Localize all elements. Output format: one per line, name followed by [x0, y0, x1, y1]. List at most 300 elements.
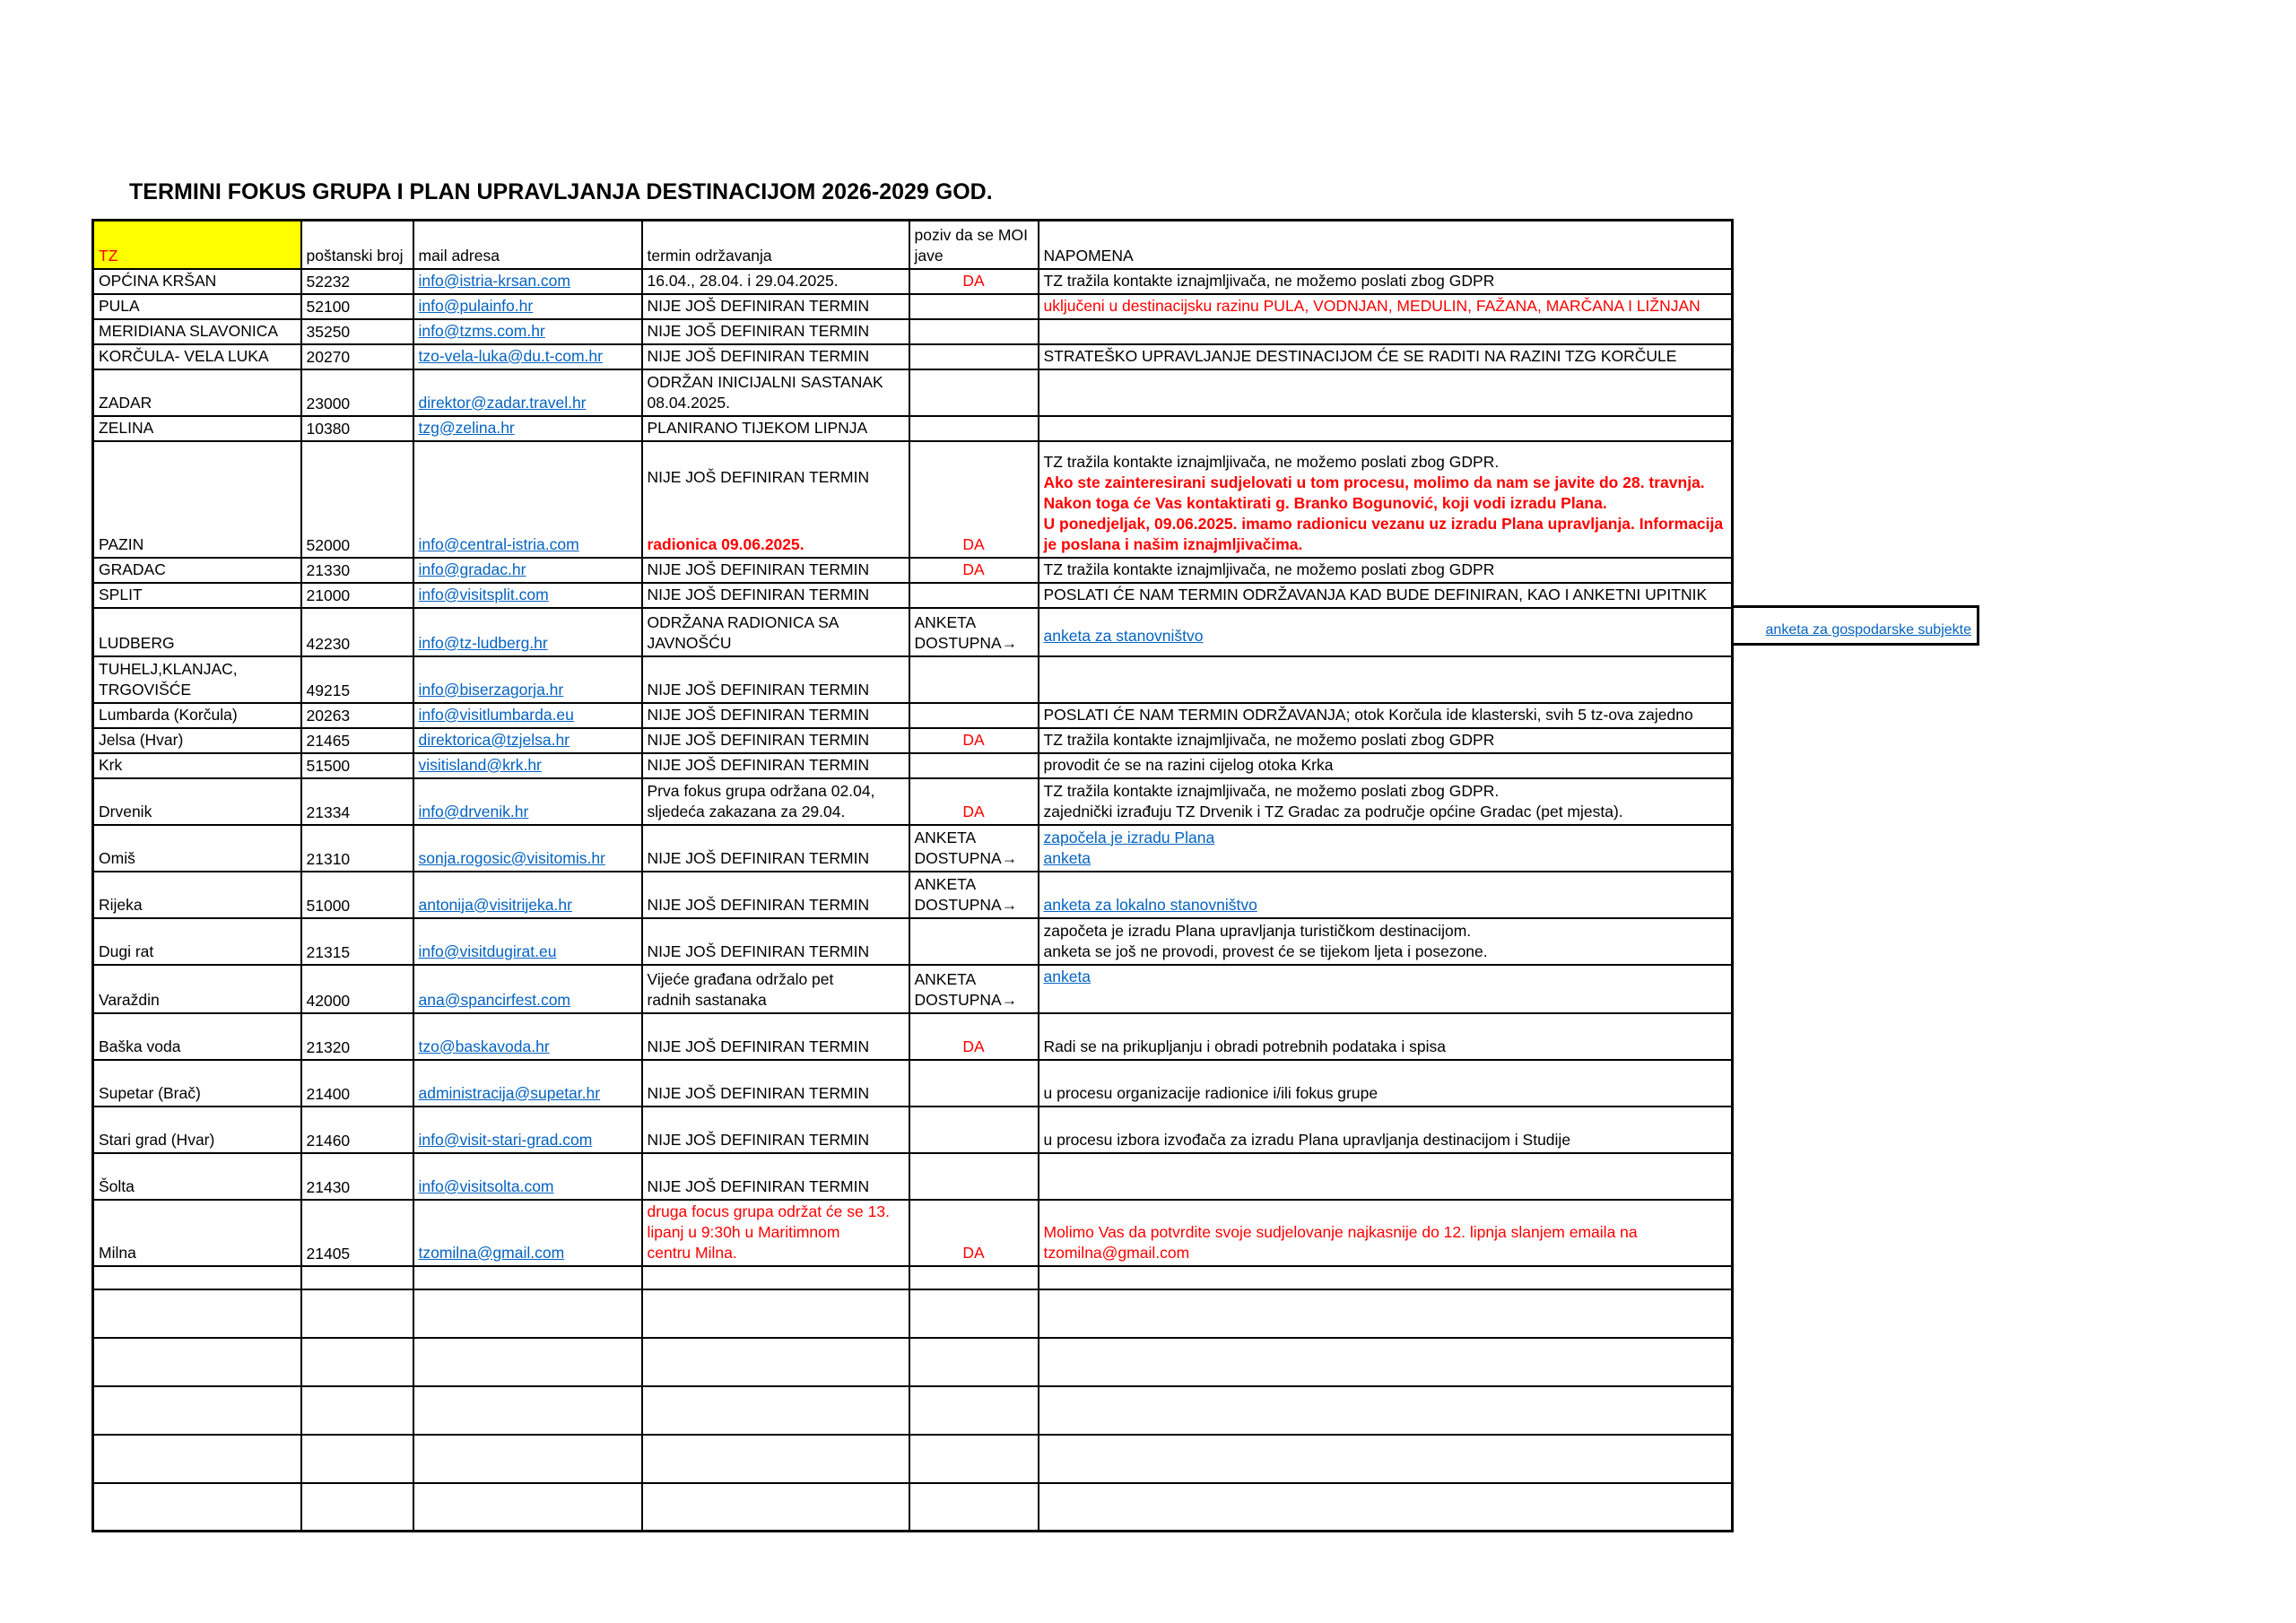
cell-termin	[642, 1338, 909, 1386]
cell-termin	[642, 319, 909, 344]
cell-text: Molimo Vas da potvrdite svoje sudjelovanje najkasnije do 12. lipnja slanjem emaila na	[1043, 1222, 1638, 1241]
cell-text: DA	[962, 1243, 985, 1262]
col-header-poziv: poziv da se MOI jave	[909, 221, 1039, 269]
napomena-link[interactable]: anketa	[1043, 848, 1091, 867]
cell-postal-code	[301, 1266, 413, 1289]
mail-link[interactable]: info@gradac.hr	[418, 560, 526, 578]
cell-postal-code: 20270	[301, 344, 413, 369]
table-row	[93, 1107, 1733, 1153]
cell-postal-code: 21405	[301, 1200, 413, 1266]
cell-termin	[642, 825, 909, 872]
cell-text: Prva fokus grupa održana 02.04,	[647, 781, 875, 800]
cell-text: U ponedjeljak, 09.06.2025. imamo radionicu vezanu uz izradu Plana upravljanja. Informacija	[1043, 514, 1724, 533]
cell-text: NIJE JOŠ DEFINIRAN TERMIN	[647, 755, 870, 774]
table-row	[93, 558, 1733, 583]
cell-postal-code: 52100	[301, 294, 413, 319]
cell-poziv	[909, 583, 1039, 608]
cell-termin	[642, 703, 909, 728]
cell-termin	[642, 558, 909, 583]
cell-mail	[413, 1153, 642, 1200]
cell-text: uključeni u destinacijsku razinu PULA, VODNJAN, MEDULIN, FAŽANA, MARČANA I LIŽNJAN	[1043, 296, 1700, 315]
cell-tz	[93, 608, 301, 656]
table-row	[93, 608, 1733, 656]
cell-postal-code: 21315	[301, 918, 413, 965]
cell-napomena	[1039, 558, 1733, 583]
cell-postal-code: 35250	[301, 319, 413, 344]
cell-termin	[642, 1153, 909, 1200]
cell-termin	[642, 1107, 909, 1153]
cell-mail	[413, 1107, 642, 1153]
cell-mail	[413, 1435, 642, 1483]
cell-text: NIJE JOŠ DEFINIRAN TERMIN	[647, 705, 870, 724]
cell-tz	[93, 416, 301, 441]
table-row	[93, 656, 1733, 703]
cell-tz	[93, 558, 301, 583]
napomena-link[interactable]: započela je izradu Plana	[1043, 828, 1215, 846]
cell-text: POSLATI ĆE NAM TERMIN ODRŽAVANJA; otok Korčula ide klasterski, svih 5 tz-ova zajedno	[1043, 705, 1693, 724]
tz-name: OPĆINA KRŠAN	[99, 271, 217, 290]
cell-napomena	[1039, 269, 1733, 294]
cell-text: NIJE JOŠ DEFINIRAN TERMIN	[647, 680, 870, 699]
cell-poziv	[909, 656, 1039, 703]
cell-poziv	[909, 1107, 1039, 1153]
tz-name: KORČULA- VELA LUKA	[99, 346, 269, 365]
cell-napomena	[1039, 918, 1733, 965]
cell-mail	[413, 825, 642, 872]
mail-link[interactable]: administracija@supetar.hr	[418, 1083, 601, 1102]
cell-napomena	[1039, 1013, 1733, 1060]
mail-link[interactable]: visitisland@krk.hr	[418, 755, 542, 774]
cell-mail	[413, 753, 642, 778]
mail-link[interactable]: tzg@zelina.hr	[418, 418, 515, 437]
cell-text: zajednički izrađuju TZ Drvenik i TZ Gradac za područje općine Gradac (pet mjesta).	[1043, 802, 1623, 820]
cell-text: DA	[962, 560, 985, 578]
cell-postal-code: 23000	[301, 369, 413, 416]
cell-text: Ako ste zainteresirani sudjelovati u tom procesu, molimo da nam se javite do 28. travnja.	[1043, 473, 1705, 491]
table-row	[93, 369, 1733, 416]
cell-text: TZ tražila kontakte iznajmljivača, ne možemo poslati zbog GDPR.	[1043, 781, 1500, 800]
tz-name: Dugi rat	[99, 942, 154, 960]
cell-text: NIJE JOŠ DEFINIRAN TERMIN	[647, 346, 870, 365]
cell-tz	[93, 825, 301, 872]
napomena-link[interactable]: anketa za gospodarske subjekte	[1765, 622, 1971, 638]
cell-tz	[93, 583, 301, 608]
cell-mail	[413, 608, 642, 656]
tz-name: Omiš	[99, 848, 135, 867]
cell-text: provodit će se na razini cijelog otoka Krka	[1043, 755, 1334, 774]
cell-mail	[413, 319, 642, 344]
cell-mail	[413, 558, 642, 583]
cell-poziv	[909, 1266, 1039, 1289]
mail-link[interactable]: tzomilna@gmail.com	[418, 1243, 565, 1262]
cell-postal-code: 42000	[301, 965, 413, 1013]
cell-text: NIJE JOŠ DEFINIRAN TERMIN	[647, 321, 870, 340]
cell-postal-code: 21320	[301, 1013, 413, 1060]
cell-tz	[93, 1200, 301, 1266]
cell-text: NIJE JOŠ DEFINIRAN TERMIN	[647, 942, 870, 960]
cell-poziv	[909, 703, 1039, 728]
cell-tz	[93, 441, 301, 558]
cell-mail	[413, 1338, 642, 1386]
cell-tz	[93, 369, 301, 416]
cell-napomena	[1039, 416, 1733, 441]
cell-mail	[413, 1266, 642, 1289]
cell-poziv	[909, 1338, 1039, 1386]
cell-mail	[413, 1483, 642, 1532]
cell-termin	[642, 778, 909, 825]
cell-napomena	[1039, 294, 1733, 319]
cell-postal-code: 21334	[301, 778, 413, 825]
col-header-napomena: NAPOMENA	[1039, 221, 1733, 269]
cell-poziv	[909, 269, 1039, 294]
empty-table-row	[93, 1386, 1733, 1435]
focus-group-table-wrap	[91, 219, 1971, 1532]
cell-tz	[93, 1013, 301, 1060]
cell-mail	[413, 1200, 642, 1266]
cell-mail	[413, 294, 642, 319]
cell-tz	[93, 1289, 301, 1338]
mail-link[interactable]: info@central-istria.com	[418, 534, 579, 553]
cell-text: započeta je izradu Plana upravljanja turističkom destinacijom.	[1043, 921, 1472, 940]
mail-link[interactable]: info@drvenik.hr	[418, 802, 529, 820]
cell-mail	[413, 656, 642, 703]
napomena-link[interactable]: anketa	[1043, 967, 1091, 985]
cell-mail	[413, 703, 642, 728]
cell-text: NIJE JOŠ DEFINIRAN TERMIN	[647, 585, 870, 603]
cell-postal-code: 51000	[301, 872, 413, 918]
cell-postal-code	[301, 1483, 413, 1532]
cell-napomena	[1039, 778, 1733, 825]
cell-postal-code: 52232	[301, 269, 413, 294]
cell-postal-code	[301, 1435, 413, 1483]
cell-napomena	[1039, 1338, 1733, 1386]
cell-poziv	[909, 1060, 1039, 1107]
table-row	[93, 441, 1733, 558]
cell-napomena	[1039, 1153, 1733, 1200]
mail-link[interactable]: info@visitlumbarda.eu	[418, 705, 574, 724]
cell-postal-code: 21465	[301, 728, 413, 753]
tz-name: PAZIN	[99, 534, 144, 553]
cell-mail	[413, 369, 642, 416]
cell-postal-code: 51500	[301, 753, 413, 778]
cell-text: ANKETA DOSTUPNA→	[914, 969, 1018, 1009]
cell-text: druga focus grupa održat će se 13.	[647, 1202, 890, 1220]
cell-postal-code	[301, 1289, 413, 1338]
cell-postal-code: 49215	[301, 656, 413, 703]
cell-text: u procesu izbora izvođača za izradu Plana upravljanja destinacijom i Studije	[1043, 1130, 1571, 1149]
cell-text: NIJE JOŠ DEFINIRAN TERMIN	[647, 560, 870, 578]
cell-tz	[93, 1338, 301, 1386]
table-row	[93, 918, 1733, 965]
cell-text: tzomilna@gmail.com	[1043, 1243, 1190, 1262]
cell-poziv	[909, 753, 1039, 778]
cell-termin	[642, 441, 909, 558]
cell-postal-code	[301, 1386, 413, 1435]
tz-name: TUHELJ,KLANJAC,	[99, 659, 238, 678]
cell-postal-code	[301, 1338, 413, 1386]
cell-text: TZ tražila kontakte iznajmljivača, ne možemo poslati zbog GDPR	[1043, 560, 1495, 578]
tz-name: Stari grad (Hvar)	[99, 1130, 215, 1149]
cell-napomena	[1039, 728, 1733, 753]
cell-postal-code: 10380	[301, 416, 413, 441]
cell-napomena	[1039, 965, 1733, 1013]
tz-name: TRGOVIŠĆE	[99, 680, 192, 699]
table-row	[93, 872, 1733, 918]
mail-link[interactable]: direktorica@tzjelsa.hr	[418, 730, 570, 749]
mail-link[interactable]: info@tz-ludberg.hr	[418, 633, 548, 652]
cell-mail	[413, 416, 642, 441]
cell-mail	[413, 965, 642, 1013]
cell-termin	[642, 1386, 909, 1435]
mail-link[interactable]: info@visit-stari-grad.com	[418, 1130, 593, 1149]
cell-termin	[642, 608, 909, 656]
cell-termin	[642, 728, 909, 753]
tz-name: Milna	[99, 1243, 136, 1262]
cell-text: STRATEŠKO UPRAVLJANJE DESTINACIJOM ĆE SE RADITI NA RAZINI TZG KORČULE	[1043, 346, 1677, 365]
cell-poziv	[909, 1483, 1039, 1532]
header-row	[93, 221, 1733, 269]
cell-mail	[413, 1289, 642, 1338]
mail-link[interactable]: info@tzms.com.hr	[418, 321, 545, 340]
empty-table-row	[93, 1435, 1733, 1483]
cell-tz	[93, 1386, 301, 1435]
cell-termin	[642, 269, 909, 294]
cell-mail	[413, 269, 642, 294]
cell-text: DA	[962, 730, 985, 749]
mail-link[interactable]: ana@spancirfest.com	[418, 990, 571, 1009]
cell-tz	[93, 872, 301, 918]
tz-name: LUDBERG	[99, 633, 175, 652]
table-row	[93, 778, 1733, 825]
cell-tz	[93, 294, 301, 319]
cell-postal-code: 42230	[301, 608, 413, 656]
cell-tz	[93, 1107, 301, 1153]
cell-napomena	[1039, 1266, 1733, 1289]
mail-link[interactable]: sonja.rogosic@visitomis.hr	[418, 848, 605, 867]
mail-link[interactable]: info@visitdugirat.eu	[418, 942, 557, 960]
cell-text: u procesu organizacije radionice i/ili fokus grupe	[1043, 1083, 1378, 1102]
cell-termin	[642, 1060, 909, 1107]
cell-tz	[93, 918, 301, 965]
mail-link[interactable]: info@visitsplit.com	[418, 585, 549, 603]
cell-text: sljedeća zakazana za 29.04.	[647, 802, 846, 820]
mail-link[interactable]: info@visitsolta.com	[418, 1176, 554, 1195]
col-header-mail: mail adresa	[413, 221, 642, 269]
cell-poziv	[909, 294, 1039, 319]
cell-poziv	[909, 319, 1039, 344]
cell-poziv	[909, 441, 1039, 558]
page-title: TERMINI FOKUS GRUPA I PLAN UPRAVLJANJA DESTINACIJOM 2026-2029 GOD.	[129, 179, 993, 204]
cell-tz	[93, 753, 301, 778]
cell-tz	[93, 319, 301, 344]
mail-link[interactable]: info@pulainfo.hr	[418, 296, 534, 315]
col-header-tz: TZ	[93, 221, 301, 269]
cell-postal-code: 21330	[301, 558, 413, 583]
overflow-cell	[1731, 605, 1979, 646]
table-row	[93, 703, 1733, 728]
cell-text: centru Milna.	[647, 1243, 737, 1262]
cell-termin	[642, 1483, 909, 1532]
cell-termin	[642, 656, 909, 703]
cell-napomena	[1039, 344, 1733, 369]
cell-text: NIJE JOŠ DEFINIRAN TERMIN	[647, 1037, 870, 1055]
cell-mail	[413, 728, 642, 753]
cell-text: lipanj u 9:30h u Maritimnom	[647, 1222, 840, 1241]
cell-termin	[642, 416, 909, 441]
cell-tz	[93, 1153, 301, 1200]
cell-poziv	[909, 369, 1039, 416]
cell-poziv	[909, 728, 1039, 753]
cell-termin	[642, 583, 909, 608]
cell-postal-code: 21400	[301, 1060, 413, 1107]
table-row	[93, 1200, 1733, 1266]
table-row	[93, 1060, 1733, 1107]
cell-text: DA	[962, 271, 985, 290]
cell-poziv	[909, 344, 1039, 369]
cell-poziv	[909, 872, 1039, 918]
cell-text: radnih sastanaka	[647, 990, 767, 1009]
cell-termin	[642, 1435, 909, 1483]
cell-napomena	[1039, 319, 1733, 344]
cell-postal-code: 21430	[301, 1153, 413, 1200]
cell-mail	[413, 441, 642, 558]
cell-tz	[93, 344, 301, 369]
cell-text: radionica 09.06.2025.	[647, 534, 804, 553]
tz-name: PULA	[99, 296, 140, 315]
cell-mail	[413, 1013, 642, 1060]
cell-text: NIJE JOŠ DEFINIRAN TERMIN	[647, 848, 870, 867]
napomena-link[interactable]: anketa za stanovništvo	[1043, 626, 1204, 645]
empty-table-row	[93, 1289, 1733, 1338]
mail-link[interactable]: antonija@visitrijeka.hr	[418, 895, 572, 914]
cell-text: ANKETA DOSTUPNA→	[914, 874, 1018, 914]
table-row	[93, 583, 1733, 608]
cell-termin	[642, 1289, 909, 1338]
cell-tz	[93, 1435, 301, 1483]
cell-text: TZ tražila kontakte iznajmljivača, ne možemo poslati zbog GDPR.	[1043, 452, 1500, 471]
cell-tz	[93, 269, 301, 294]
table-row	[93, 344, 1733, 369]
cell-text: 16.04., 28.04. i 29.04.2025.	[647, 271, 839, 290]
cell-napomena	[1039, 825, 1733, 872]
tz-name: ZADAR	[99, 393, 152, 412]
mail-link[interactable]: direktor@zadar.travel.hr	[418, 393, 587, 412]
cell-text: POSLATI ĆE NAM TERMIN ODRŽAVANJA KAD BUDE DEFINIRAN, KAO I ANKETNI UPITNIK	[1043, 585, 1708, 603]
table-row	[93, 319, 1733, 344]
cell-text: PLANIRANO TIJEKOM LIPNJA	[647, 418, 868, 437]
focus-group-table	[91, 219, 1734, 1532]
cell-termin	[642, 294, 909, 319]
cell-text: Nakon toga će Vas kontaktirati g. Branko Bogunović, koji vodi izradu Plana.	[1043, 493, 1607, 512]
table-row	[93, 753, 1733, 778]
cell-text: NIJE JOŠ DEFINIRAN TERMIN	[647, 296, 870, 315]
cell-mail	[413, 778, 642, 825]
empty-table-row	[93, 1338, 1733, 1386]
table-row	[93, 1013, 1733, 1060]
cell-text: NIJE JOŠ DEFINIRAN TERMIN	[647, 1176, 870, 1195]
cell-text: TZ tražila kontakte iznajmljivača, ne možemo poslati zbog GDPR	[1043, 730, 1495, 749]
tz-name: Rijeka	[99, 895, 143, 914]
cell-napomena	[1039, 1483, 1733, 1532]
cell-tz	[93, 656, 301, 703]
table-row	[93, 294, 1733, 319]
cell-tz	[93, 965, 301, 1013]
cell-mail	[413, 344, 642, 369]
cell-text: 08.04.2025.	[647, 393, 730, 412]
tz-name: Šolta	[99, 1176, 135, 1195]
cell-napomena	[1039, 608, 1733, 656]
tz-name: Drvenik	[99, 802, 152, 820]
cell-termin	[642, 965, 909, 1013]
cell-postal-code: 20263	[301, 703, 413, 728]
tz-name: Jelsa (Hvar)	[99, 730, 184, 749]
cell-text: je poslana i našim iznajmljivačima.	[1043, 534, 1303, 553]
cell-termin	[642, 344, 909, 369]
mail-link[interactable]: tzo-vela-luka@du.t-com.hr	[418, 346, 603, 365]
cell-postal-code: 21460	[301, 1107, 413, 1153]
cell-napomena	[1039, 583, 1733, 608]
table-row	[93, 416, 1733, 441]
cell-napomena	[1039, 1200, 1733, 1266]
cell-mail	[413, 583, 642, 608]
cell-text: ODRŽANA RADIONICA SA	[647, 612, 839, 631]
cell-poziv	[909, 825, 1039, 872]
cell-tz	[93, 778, 301, 825]
tz-name: GRADAC	[99, 560, 166, 578]
cell-text: ODRŽAN INICIJALNI SASTANAK	[647, 372, 883, 391]
cell-tz	[93, 1483, 301, 1532]
cell-napomena	[1039, 1386, 1733, 1435]
cell-poziv	[909, 1289, 1039, 1338]
cell-mail	[413, 1386, 642, 1435]
cell-text: NIJE JOŠ DEFINIRAN TERMIN	[647, 1083, 870, 1102]
cell-mail	[413, 1060, 642, 1107]
cell-termin	[642, 1266, 909, 1289]
cell-poziv	[909, 1435, 1039, 1483]
cell-text: anketa se još ne provodi, provest će se tijekom ljeta i posezone.	[1043, 942, 1488, 960]
mail-link[interactable]: info@istria-krsan.com	[418, 271, 570, 290]
cell-text: ANKETA DOSTUPNA→	[914, 828, 1018, 867]
cell-termin	[642, 872, 909, 918]
cell-poziv	[909, 1200, 1039, 1266]
col-header-termin: termin održavanja	[642, 221, 909, 269]
table-row	[93, 269, 1733, 294]
cell-poziv	[909, 918, 1039, 965]
cell-termin	[642, 918, 909, 965]
cell-poziv	[909, 965, 1039, 1013]
cell-text: Vijeće građana održalo pet	[647, 969, 834, 988]
napomena-link[interactable]: anketa za lokalno stanovništvo	[1043, 895, 1257, 914]
tz-name: Baška voda	[99, 1037, 181, 1055]
cell-text: DA	[962, 802, 985, 820]
mail-link[interactable]: info@biserzagorja.hr	[418, 680, 564, 699]
empty-table-row	[93, 1266, 1733, 1289]
table-row	[93, 728, 1733, 753]
cell-poziv	[909, 608, 1039, 656]
cell-tz	[93, 728, 301, 753]
cell-termin	[642, 1013, 909, 1060]
table-row	[93, 1153, 1733, 1200]
cell-napomena	[1039, 1435, 1733, 1483]
cell-mail	[413, 872, 642, 918]
cell-poziv	[909, 778, 1039, 825]
cell-napomena	[1039, 872, 1733, 918]
cell-napomena	[1039, 753, 1733, 778]
mail-link[interactable]: tzo@baskavoda.hr	[418, 1037, 550, 1055]
cell-text: JAVNOŠĆU	[647, 633, 732, 652]
cell-napomena	[1039, 656, 1733, 703]
cell-napomena	[1039, 1107, 1733, 1153]
